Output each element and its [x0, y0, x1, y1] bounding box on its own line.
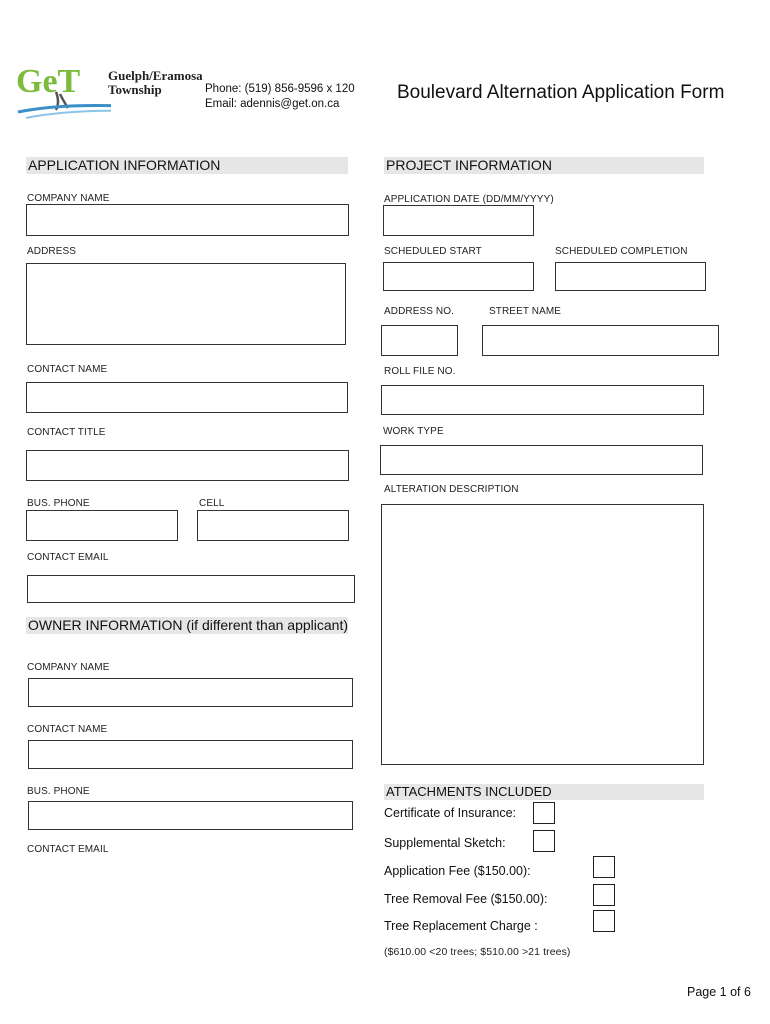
street-name-label: STREET NAME [489, 306, 562, 317]
app-company-name-field[interactable] [26, 204, 349, 236]
app-cell-field[interactable] [197, 510, 349, 541]
owner-info-heading: OWNER INFORMATION (if different than applicant) [28, 617, 349, 633]
attachment-checkbox-insurance[interactable] [533, 802, 555, 824]
owner-contact-name-label: CONTACT NAME [27, 724, 108, 735]
page-title: Boulevard Alternation Application Form [397, 82, 725, 103]
scheduled-start-label: SCHEDULED START [384, 246, 482, 257]
header-email: Email: adennis@get.on.ca [205, 98, 340, 110]
scheduled-completion-field[interactable] [555, 262, 706, 291]
street-name-field[interactable] [482, 325, 719, 356]
application-info-heading: APPLICATION INFORMATION [26, 157, 348, 174]
application-date-field[interactable] [383, 205, 534, 236]
scheduled-completion-label: SCHEDULED COMPLETION [555, 246, 688, 257]
owner-contact-name-field[interactable] [28, 740, 353, 769]
owner-contact-email-label: CONTACT EMAIL [27, 844, 109, 855]
app-contact-email-field[interactable] [27, 575, 355, 603]
page-number: Page 1 of 6 [687, 985, 751, 999]
attachment-label-tree-replacement: Tree Replacement Charge : [384, 919, 538, 933]
attachment-checkbox-tree-removal[interactable] [593, 884, 615, 906]
work-type-field[interactable] [380, 445, 703, 475]
scheduled-start-field[interactable] [383, 262, 534, 291]
owner-company-name-label: COMPANY NAME [27, 662, 110, 673]
roll-file-no-field[interactable] [381, 385, 704, 415]
attachments-heading: ATTACHMENTS INCLUDED [384, 784, 704, 800]
address-no-field[interactable] [381, 325, 458, 356]
attachment-label-application-fee: Application Fee ($150.00): [384, 864, 531, 878]
attachment-checkbox-sketch[interactable] [533, 830, 555, 852]
header-phone: Phone: (519) 856-9596 x 120 [205, 83, 355, 95]
app-contact-name-field[interactable] [26, 382, 348, 413]
alteration-description-field[interactable] [381, 504, 704, 765]
attachment-label-tree-removal: Tree Removal Fee ($150.00): [384, 892, 548, 906]
app-contact-title-label: CONTACT TITLE [27, 427, 106, 438]
app-company-name-label: COMPANY NAME [27, 193, 110, 204]
app-bus-phone-label: BUS. PHONE [27, 498, 90, 509]
attachment-checkbox-application-fee[interactable] [593, 856, 615, 878]
app-contact-name-label: CONTACT NAME [27, 364, 108, 375]
app-contact-title-field[interactable] [26, 450, 349, 481]
address-no-label: ADDRESS NO. [384, 306, 455, 317]
attachment-label-sketch: Supplemental Sketch: [384, 836, 506, 850]
tree-charge-note: ($610.00 <20 trees; $510.00 >21 trees) [384, 946, 571, 958]
app-contact-email-label: CONTACT EMAIL [27, 552, 109, 563]
project-info-heading: PROJECT INFORMATION [384, 157, 704, 174]
logo-mark-icon [16, 60, 111, 124]
owner-company-name-field[interactable] [28, 678, 353, 707]
alteration-description-label: ALTERATION DESCRIPTION [384, 484, 519, 495]
app-cell-label: CELL [199, 498, 225, 509]
logo-name-line1: Guelph/Eramosa [108, 68, 203, 83]
owner-bus-phone-label: BUS. PHONE [27, 786, 90, 797]
logo-mark-text: GeT [16, 63, 81, 100]
application-date-label: APPLICATION DATE (DD/MM/YYYY) [384, 194, 554, 205]
owner-bus-phone-field[interactable] [28, 801, 353, 830]
logo-name-line2: Township [108, 82, 162, 97]
app-bus-phone-field[interactable] [26, 510, 178, 541]
roll-file-no-label: ROLL FILE NO. [384, 366, 456, 377]
attachment-label-insurance: Certificate of Insurance: [384, 806, 517, 820]
attachment-checkbox-tree-replacement[interactable] [593, 910, 615, 932]
township-logo [16, 60, 206, 124]
app-address-label: ADDRESS [27, 246, 77, 257]
app-address-field[interactable] [26, 263, 346, 345]
work-type-label: WORK TYPE [383, 426, 444, 437]
